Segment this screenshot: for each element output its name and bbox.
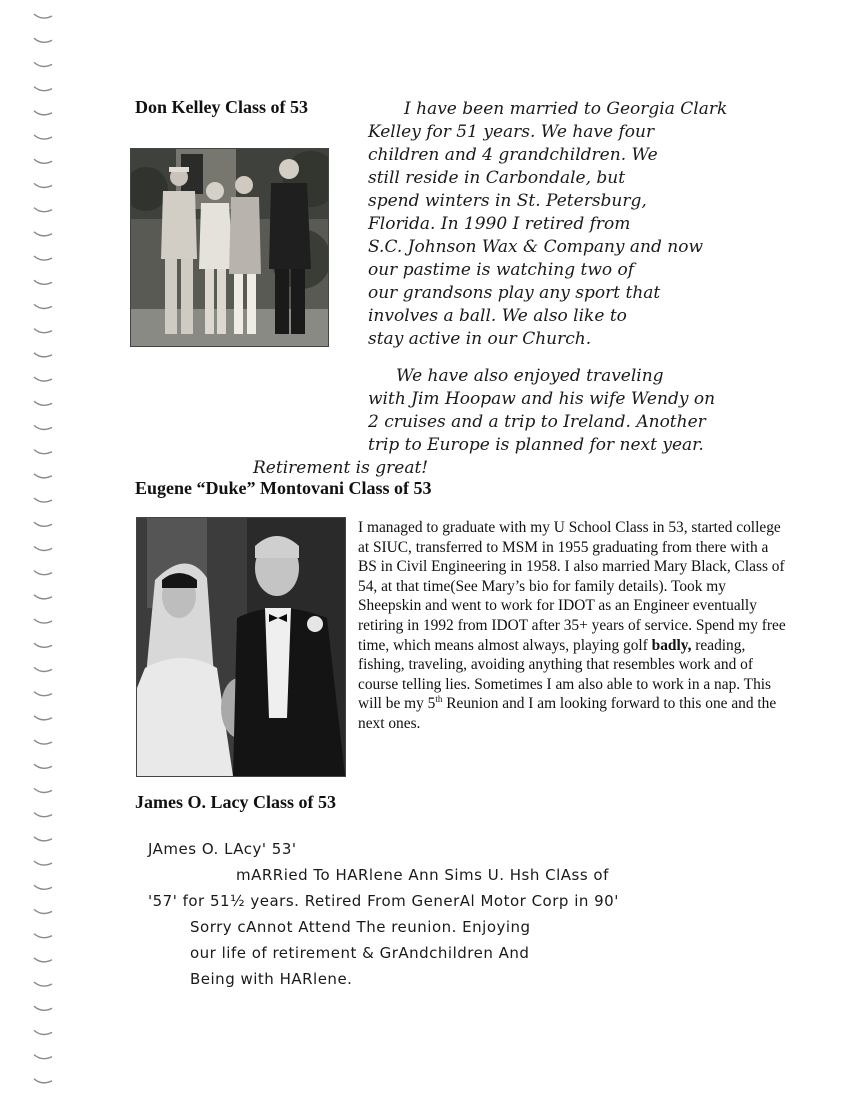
binding-hole-mark <box>34 958 52 962</box>
binding-hole-mark <box>34 595 52 599</box>
handwritten-line: still reside in Carbondale, but <box>368 168 626 188</box>
binding-holes <box>28 0 58 1099</box>
handwritten-line: Sorry cAnnot Attend The reunion. Enjoying <box>190 918 531 936</box>
don-kelley-photo <box>130 148 329 347</box>
binding-hole-mark <box>34 764 52 768</box>
handwritten-line: mARRied To HARlene Ann Sims U. Hsh ClAss of <box>236 866 609 884</box>
handwritten-line: I have been married to Georgia Clark <box>404 99 728 119</box>
handwritten-line: with Jim Hoopaw and his wife Wendy on <box>368 389 716 409</box>
handwritten-line: JAmes O. LAcy' 53' <box>148 840 297 858</box>
binding-hole-mark <box>34 329 52 333</box>
binding-hole-mark <box>34 1055 52 1059</box>
bio-bold-text: badly, <box>651 636 692 654</box>
bio-superscript: th <box>435 694 443 705</box>
binding-hole-mark <box>34 1079 52 1083</box>
binding-hole-mark <box>34 934 52 938</box>
bio-text: Reunion and I am looking forward to this one and the next ones. <box>358 695 777 732</box>
binding-hole-mark <box>34 304 52 308</box>
handwritten-line: spend winters in St. Petersburg, <box>368 191 647 211</box>
binding-hole-mark <box>34 522 52 526</box>
binding-hole-mark <box>34 788 52 792</box>
binding-hole-mark <box>34 571 52 575</box>
binding-hole-mark <box>34 14 52 18</box>
handwritten-line: Kelley for 51 years. We have four <box>368 122 655 142</box>
binding-hole-mark <box>34 111 52 115</box>
binding-hole-mark <box>34 1006 52 1010</box>
binding-hole-mark <box>34 232 52 236</box>
binding-hole-mark <box>34 401 52 405</box>
binding-hole-mark <box>34 450 52 454</box>
handwritten-line: '57' for 51½ years. Retired From GenerAl Motor Corp in 90' <box>148 892 619 910</box>
handwritten-line: 2 cruises and a trip to Ireland. Another <box>368 412 706 432</box>
bio-text: reading, fishing, traveling, avoiding anything that resembles work and of course telling lies. Sometimes I am also able to work in a nap. This will be my 5 <box>358 636 772 713</box>
binding-hole-mark <box>34 982 52 986</box>
binding-hole-mark <box>34 861 52 865</box>
handwritten-line: our pastime is watching two of <box>368 260 635 280</box>
binding-hole-mark <box>34 813 52 817</box>
handwritten-line: Being with HARlene. <box>190 970 353 988</box>
binding-hole-mark <box>34 87 52 91</box>
binding-hole-mark <box>34 280 52 284</box>
binding-hole-mark <box>34 740 52 744</box>
handwritten-line: S.C. Johnson Wax & Company and now <box>368 237 704 257</box>
group-of-four-photo-icon <box>131 149 328 346</box>
binding-hole-mark <box>34 643 52 647</box>
james-lacy-handwritten-note <box>148 836 619 992</box>
eugene-montovani-bio <box>358 518 788 734</box>
handwritten-line: children and 4 grandchildren. We <box>368 145 658 165</box>
don-kelley-heading: Don Kelley Class of 53 <box>135 97 308 117</box>
handwritten-line: involves a ball. We also like to <box>368 306 627 326</box>
binding-hole-mark <box>34 909 52 913</box>
binding-hole-mark <box>34 353 52 357</box>
binding-hole-mark <box>34 716 52 720</box>
handwritten-line: We have also enjoyed traveling <box>396 366 664 386</box>
binding-hole-mark <box>34 692 52 696</box>
binding-hole-mark <box>34 425 52 429</box>
binding-hole-mark <box>34 498 52 502</box>
binding-hole-mark <box>34 38 52 42</box>
handwritten-line: trip to Europe is planned for next year. <box>368 435 704 455</box>
binding-hole-mark <box>34 1030 52 1034</box>
eugene-montovani-photo <box>136 517 346 777</box>
binding-hole-mark <box>34 159 52 163</box>
binding-hole-mark <box>34 885 52 889</box>
don-kelley-handwritten-note <box>253 98 728 480</box>
binding-hole-mark <box>34 183 52 187</box>
binding-hole-mark <box>34 667 52 671</box>
binding-hole-mark <box>34 208 52 212</box>
handwritten-line: Retirement is great! <box>253 458 429 478</box>
binding-hole-mark <box>34 837 52 841</box>
binding-hole-mark <box>34 474 52 478</box>
james-lacy-heading: James O. Lacy Class of 53 <box>135 792 336 812</box>
handwritten-line: Florida. In 1990 I retired from <box>368 214 631 234</box>
handwritten-line: our grandsons play any sport that <box>368 283 661 303</box>
binding-hole-mark <box>34 619 52 623</box>
bio-text: I managed to graduate with my U School Class in 53, started college at SIUC, transferred to MSM in 1955 graduating from there with a BS in Civil Engineering in 1958. I also married Mary Black, Class of 54, at that time(See Mary’s bio for family details). Took my Sheepskin and went to work for IDOT as an Engineer eventually retiring in 1992 from IDOT after 35+ years of service. Spend my free time, which means almost always, playing golf <box>358 519 786 654</box>
binding-hole-mark <box>34 377 52 381</box>
binding-hole-mark <box>34 135 52 139</box>
binding-hole-mark <box>34 546 52 550</box>
handwritten-line: our life of retirement & GrAndchildren And <box>190 944 530 962</box>
eugene-montovani-heading: Eugene “Duke” Montovani Class of 53 <box>135 478 432 498</box>
binding-hole-mark <box>34 256 52 260</box>
wedding-couple-photo-icon <box>137 518 345 776</box>
handwritten-line: stay active in our Church. <box>368 329 592 349</box>
binding-hole-mark <box>34 62 52 66</box>
